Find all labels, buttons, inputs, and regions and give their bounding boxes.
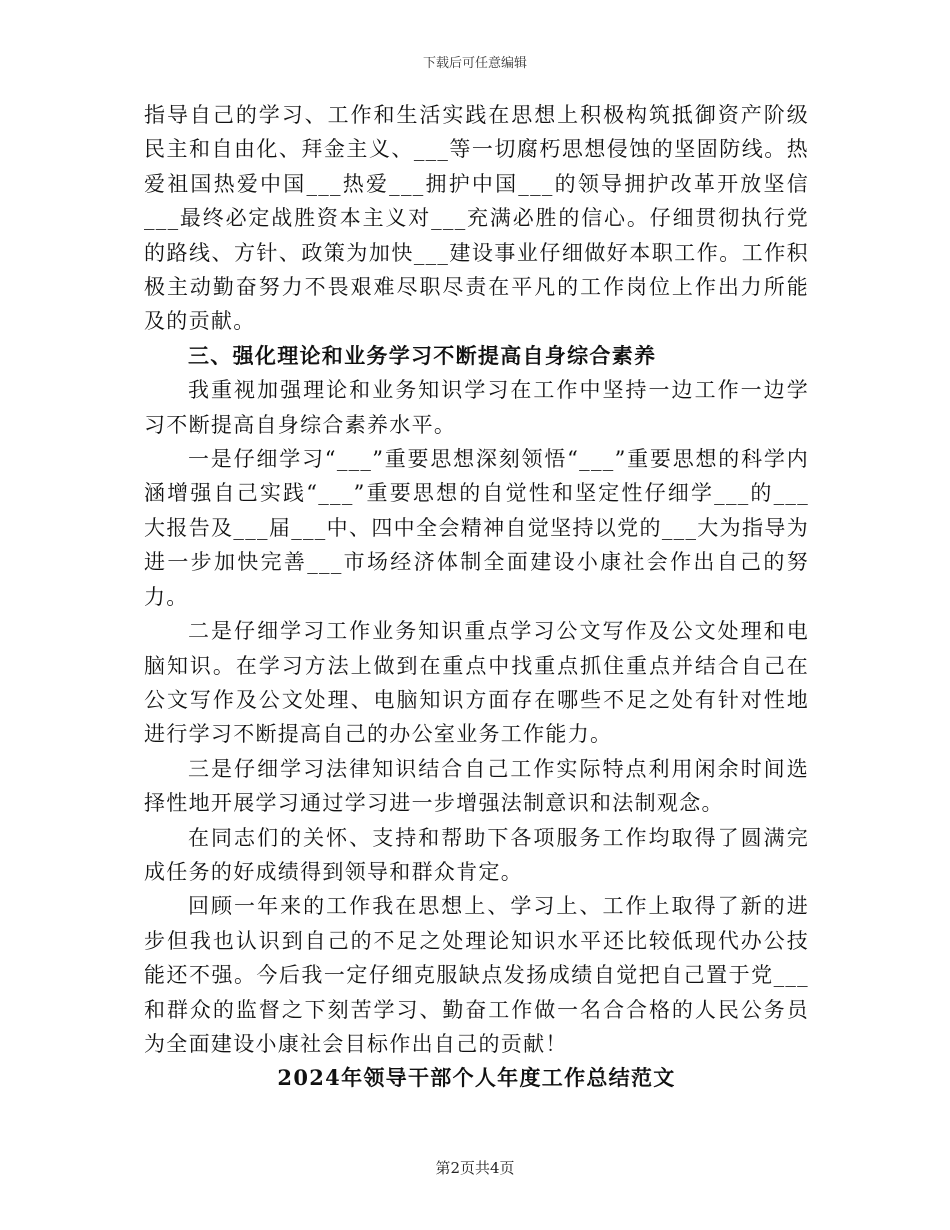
next-document-title: 2024年领导干部个人年度工作总结范文 — [277, 1065, 676, 1091]
paragraph-study-intro: 我重视加强理论和业务知识学习在工作中坚持一边工作一边学习不断提高自身综合素养水平。 — [144, 378, 809, 437]
paragraph-point-two: 二是仔细学习工作业务知识重点学习公文写作及公文处理和电脑知识。在学习方法上做到在重点中找重点抓住重点并结合自己在公文写作及公文处理、电脑知识方面存在哪些不足之处有针对性地进行学习不断提高自己的办公室业务工作能力。 — [144, 619, 809, 747]
page-number: 第2页共4页 — [435, 1159, 515, 1177]
paragraph-review: 回顾一年来的工作我在思想上、学习上、工作上取得了新的进步但我也认识到自己的不足之处理论知识水平还比较低现代办公技能还不强。今后我一定仔细克服缺点发扬成绩自觉把自己置于党___和群众的监督之下刻苦学习、勤奋工作做一名合合格的人民公务员为全面建设小康社会目标作出自己的贡献！ — [144, 894, 809, 1056]
paragraph-continued: 指导自己的学习、工作和生活实践在思想上积极构筑抵御资产阶级民主和自由化、拜金主义、___等一切腐朽思想侵蚀的坚固防线。热爱祖国热爱中国___热爱___拥护中国___的领导拥护改革开放坚信___最终必定战胜资本主义对___充满必胜的信心。仔细贯彻执行党的路线、方针、政策为加快___建设事业仔细做好本职工作。工作积极主动勤奋努力不畏艰难尽职尽责在平凡的工作岗位上作出力所能及的贡献。 — [144, 103, 809, 334]
page-header: 下载后可任意编辑 — [422, 56, 527, 71]
paragraph-point-three: 三是仔细学习法律知识结合自己工作实际特点利用闲余时间选择性地开展学习通过学习进一步增强法制意识和法制观念。 — [144, 756, 809, 816]
paragraph-achievements: 在同志们的关怀、支持和帮助下各项服务工作均取得了圆满完成任务的好成绩得到领导和群众肯定。 — [144, 825, 809, 884]
section-heading-3: 三、强化理论和业务学习不断提高自身综合素养 — [188, 342, 657, 368]
document-body — [144, 98, 809, 1096]
paragraph-point-one: 一是仔细学习“___”重要思想深刻领悟“___”重要思想的科学内涵增强自己实践“___”重要思想的自觉性和坚定性仔细学___的___大报告及___届___中、四中全会精神自觉坚持以党的___大为指导为进一步加快完善___市场经济体制全面建设小康社会作出自己的努力。 — [144, 447, 809, 609]
